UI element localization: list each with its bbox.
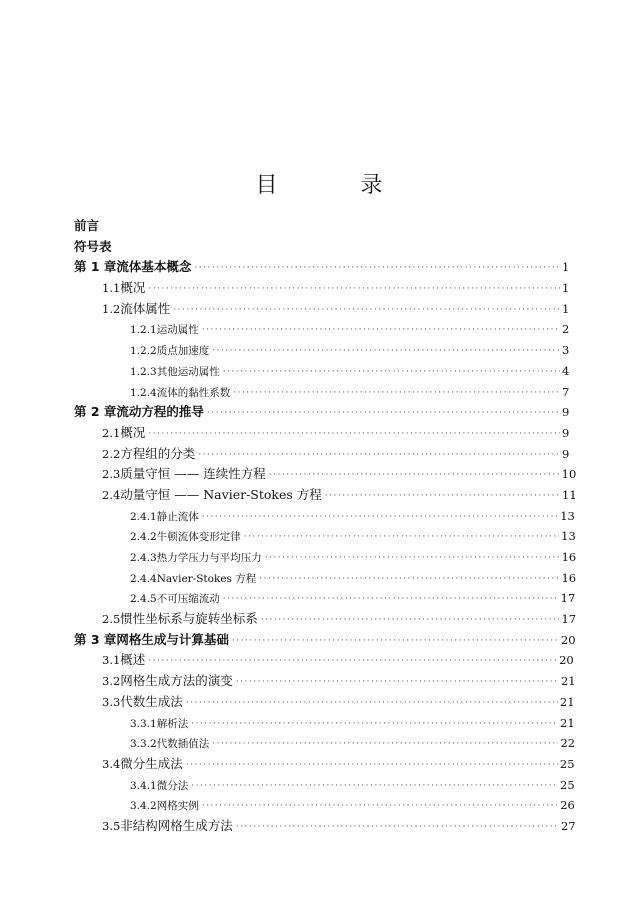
toc-entry-title: 概况 [120,424,146,440]
toc-entry-subsection[interactable] [74,588,576,609]
dot-leader [148,279,560,300]
toc-entry-section[interactable] [74,423,568,444]
toc-entry-title: 运动属性 [156,324,199,337]
toc-entry-title: 概况 [120,280,146,296]
toc-entry-number: 3.4.1 [130,779,157,792]
toc-entry-page-number: 1 [562,260,570,275]
toc-entry-section[interactable] [74,485,577,506]
toc-entry-page-number: 2 [562,322,570,337]
page-title: 目 录 [255,173,421,198]
toc-entry-number: 2.4.5 [130,593,157,606]
toc-entry-section[interactable] [74,299,568,320]
toc-entry-page-number: 21 [560,715,575,730]
dot-leader [325,486,560,507]
toc-entry-page-number: 3 [562,343,570,358]
toc-entry-title: 流体基本概念 [116,259,192,275]
toc-entry-subsection[interactable] [74,795,575,816]
dot-leader [207,403,560,424]
toc-entry-number: 1.2.2 [130,345,157,358]
toc-entry-title: 流动方程的推导 [116,404,204,420]
dot-leader [194,258,560,279]
toc-entry-title: 网格生成方法的演变 [120,673,233,689]
toc-entry-number: 2.4.2 [130,531,157,544]
toc-entry-subsection[interactable] [74,733,576,754]
toc-entry-title: 微分生成法 [120,755,183,771]
toc-entry-title: 概述 [120,652,146,668]
toc-entry-title: 前言 [74,218,100,233]
toc-entry-number: 3.4 [102,756,121,771]
toc-entry-front[interactable] [74,237,568,258]
toc-entry-subsection[interactable] [74,713,575,734]
toc-entry-number: 2.1 [102,425,121,440]
toc-entry-page-number: 25 [559,756,575,771]
toc-entry-number: 3.1 [102,653,121,668]
toc-entry-number: 3.4.2 [130,800,157,813]
toc-entry-page-number: 13 [560,508,575,523]
toc-entry-number: 2.2 [102,446,121,461]
toc-entry-title: 方程组的分类 [120,445,196,461]
toc-entry-chapter[interactable] [74,630,576,651]
toc-entry-page-number: 26 [560,798,575,813]
dot-leader [212,734,558,755]
dot-leader [202,507,559,528]
dot-leader [244,527,559,548]
toc-entry-number: 1.1 [102,281,121,296]
toc-entry-page-number: 1 [562,301,570,316]
toc-entry-page-number: 10 [561,467,577,482]
toc-entry-subsection[interactable] [74,340,568,361]
dot-leader [223,589,559,610]
toc-entry-title: 流体属性 [120,300,171,316]
toc-entry-title: Navier-Stokes 方程 [156,572,257,585]
dot-leader [259,569,559,590]
toc-entry-number: 2.3 [102,467,121,482]
toc-entry-number: 2.4 [102,487,121,502]
toc-entry-page-number: 22 [560,736,576,751]
toc-entry-title: 质点加速度 [156,345,210,358]
dot-leader [223,362,560,383]
toc-entry-title: 质量守恒 —— 连续性方程 [120,466,266,482]
toc-entry-page-number: 20 [559,653,574,668]
toc-entry-title: 网格实例 [156,800,199,813]
toc-entry-title: 静止流体 [156,510,199,523]
toc-entry-page-number: 20 [560,632,576,647]
dot-leader [232,631,559,652]
toc-entry-section[interactable] [74,650,574,671]
toc-entry-page-number: 17 [561,612,577,627]
toc-entry-page-number: 21 [560,674,576,689]
toc-entry-title: 热力学压力与平均压力 [156,552,262,564]
toc-entry-page-number: 27 [560,818,576,833]
toc-entry-subsection[interactable] [74,506,575,527]
dot-leader [191,776,558,797]
dot-leader [202,796,559,817]
toc-entry-title: 网格生成与计算基础 [116,631,229,647]
toc-entry-subsection[interactable] [74,319,568,340]
toc-entry-title: 不可压缩流动 [156,593,220,606]
toc-entry-number: 第 2 章 [74,404,117,420]
toc-entry-title: 微分法 [156,779,189,792]
toc-entry-page-number: 16 [561,550,577,564]
toc-entry-number: 1.2.3 [130,365,157,378]
dot-leader [269,465,560,486]
dot-leader [236,817,559,838]
dot-leader [148,424,560,445]
toc-entry-chapter[interactable] [74,257,568,278]
toc-entry-title: 惯性坐标系与旋转坐标系 [120,611,258,627]
toc-entry-number: 2.4.4 [130,572,157,585]
toc-entry-number: 第 1 章 [74,259,117,275]
dot-leader [261,610,560,631]
toc-entry-number: 2.5 [102,612,121,627]
toc-entry-title: 流体的黏性系数 [156,386,231,399]
toc-entry-page-number: 21 [559,694,575,709]
toc-entry-title: 解析法 [156,717,189,730]
toc-entry-front[interactable] [74,216,568,237]
toc-entry-title: 符号表 [74,238,112,254]
toc-entry-subsection[interactable] [74,568,577,589]
toc-entry-section[interactable] [74,464,577,485]
toc-entry-page-number: 9 [562,446,570,461]
toc-entry-title: 代数生成法 [120,693,183,709]
dot-leader [212,341,560,362]
dot-leader [265,548,560,569]
toc-entry-title: 非结构网格生成方法 [120,817,233,833]
toc-entry-number: 3.3 [102,694,121,709]
toc-entry-title: 代数插值法 [156,738,210,751]
dot-leader [233,383,560,404]
dot-leader [186,755,558,776]
toc-entry-title: 动量守恒 —— Navier-Stokes 方程 [120,486,322,502]
toc-entry-page-number: 13 [561,529,576,544]
toc-entry-section[interactable] [74,754,575,775]
toc-entry-number: 3.5 [102,818,121,833]
toc-entry-section[interactable] [74,692,575,713]
toc-entry-number: 3.3.2 [130,738,157,751]
toc-entry-number: 第 3 章 [74,631,117,647]
toc-entry-number: 1.2.4 [130,386,157,399]
toc-entry-number: 1.2.1 [130,324,157,337]
toc-entry-section[interactable] [74,816,576,837]
dot-leader [236,672,559,693]
toc-entry-page-number: 4 [562,363,570,378]
dot-leader [191,714,558,735]
toc-entry-section[interactable] [74,278,568,299]
dot-leader [148,651,557,672]
table-of-contents [74,216,577,837]
toc-entry-page-number: 9 [562,425,570,440]
toc-entry-chapter[interactable] [74,402,568,423]
toc-entry-number: 2.4.3 [130,552,157,564]
toc-entry-subsection[interactable] [74,361,568,382]
toc-entry-section[interactable] [74,609,577,630]
toc-entry-page-number: 16 [561,570,577,585]
toc-entry-page-number: 1 [562,281,570,296]
dot-leader [202,320,560,341]
toc-entry-page-number: 7 [562,384,570,399]
toc-entry-title: 牛顿流体变形定律 [156,531,241,544]
toc-entry-subsection[interactable] [74,382,568,403]
toc-entry-number: 3.2 [102,674,121,689]
toc-entry-page-number: 9 [562,405,570,420]
dot-leader [173,300,560,321]
toc-entry-number: 2.4.1 [130,510,157,523]
toc-entry-title: 其他运动属性 [156,365,220,378]
dot-leader [186,693,558,714]
toc-entry-page-number: 25 [560,777,575,792]
toc-entry-subsection[interactable] [74,775,575,796]
toc-entry-page-number: 11 [562,487,577,502]
toc-entry-number: 3.3.1 [130,717,157,730]
dot-leader [198,445,560,466]
toc-entry-subsection[interactable] [74,547,577,568]
toc-entry-section[interactable] [74,444,568,465]
toc-entry-subsection[interactable] [74,526,576,547]
toc-entry-number: 1.2 [102,301,121,316]
toc-entry-page-number: 17 [560,591,576,606]
toc-entry-section[interactable] [74,671,576,692]
